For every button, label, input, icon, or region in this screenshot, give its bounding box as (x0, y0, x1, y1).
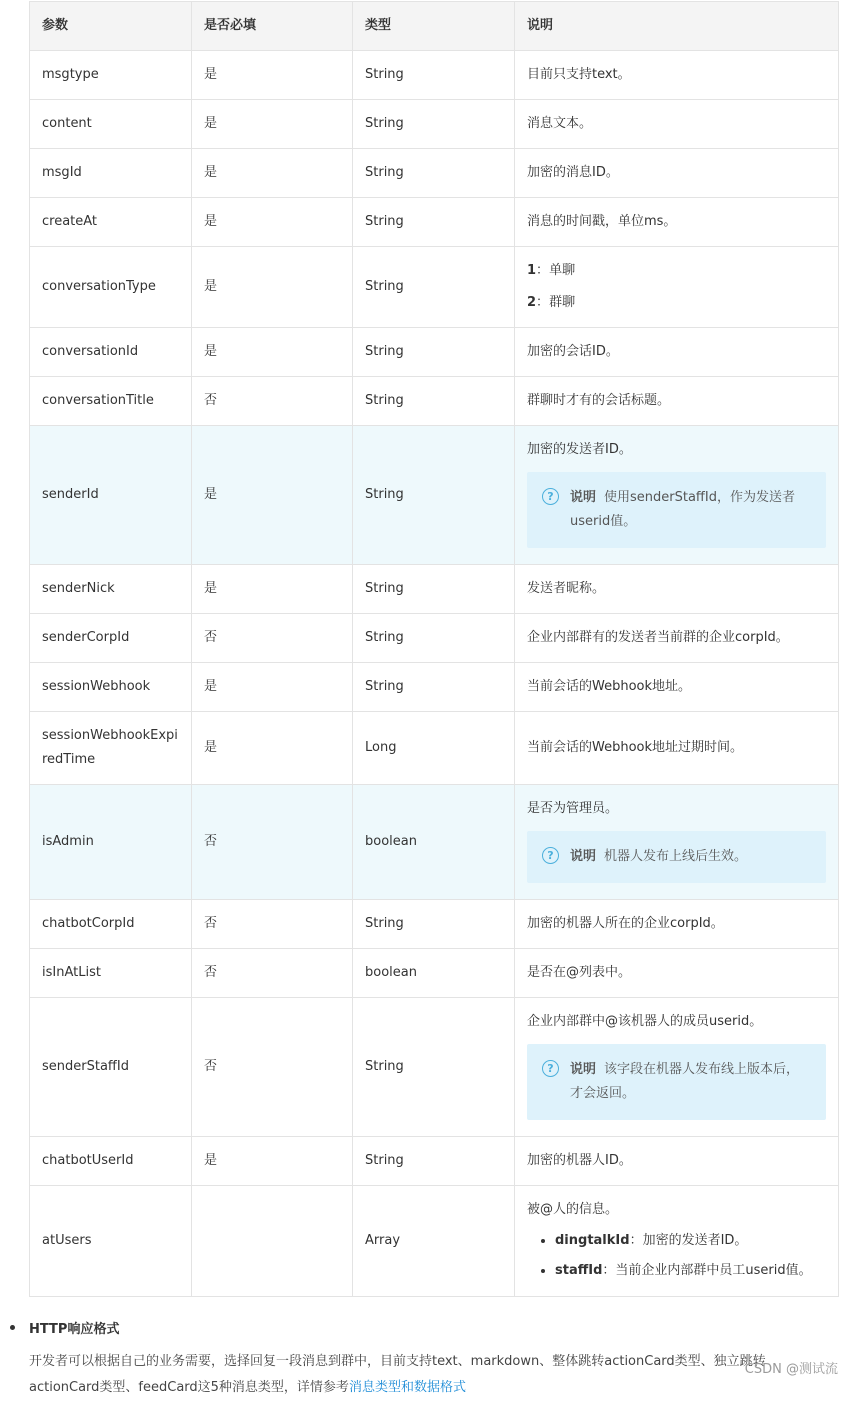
cell-param: msgtype (30, 51, 192, 100)
cell-param: chatbotCorpId (30, 900, 192, 949)
cell-required: 是 (192, 565, 353, 614)
header-param: 参数 (30, 2, 192, 51)
cell-required: 是 (192, 1137, 353, 1186)
message-types-link[interactable]: 消息类型和数据格式 (348, 1380, 466, 1395)
cell-desc (515, 998, 839, 1137)
desc-text: 加密的发送者ID。 (527, 442, 632, 457)
cell-type: String (353, 377, 515, 426)
cell-type: Long (353, 712, 515, 785)
header-desc: 说明 (515, 2, 839, 51)
cell-desc: 当前会话的Webhook地址过期时间。 (515, 712, 839, 785)
table-row (30, 565, 839, 614)
cell-desc (515, 247, 839, 328)
cell-param: conversationTitle (30, 377, 192, 426)
table-row (30, 100, 839, 149)
table-row (30, 1137, 839, 1186)
note-box (527, 1044, 826, 1120)
cell-param: isInAtList (30, 949, 192, 998)
table-row (30, 663, 839, 712)
section-heading (10, 1318, 830, 1337)
cell-required: 是 (192, 328, 353, 377)
list-item: 2：群聊 (527, 295, 576, 310)
cell-required: 是 (192, 712, 353, 785)
table-row (30, 51, 839, 100)
cell-type: String (353, 328, 515, 377)
cell-param: chatbotUserId (30, 1137, 192, 1186)
note-text: 使用senderStaffId，作为发送者userid值。 (570, 490, 795, 529)
sub-list (527, 1226, 826, 1286)
cell-required: 是 (192, 51, 353, 100)
note-label: 说明 (570, 490, 597, 505)
cell-required: 是 (192, 426, 353, 565)
cell-desc: 是否在@列表中。 (515, 949, 839, 998)
table-row (30, 998, 839, 1137)
cell-desc: 加密的消息ID。 (515, 149, 839, 198)
cell-param: conversationId (30, 328, 192, 377)
table-row (30, 785, 839, 900)
table-row (30, 1186, 839, 1297)
cell-param: createAt (30, 198, 192, 247)
cell-required: 是 (192, 663, 353, 712)
cell-type: String (353, 614, 515, 663)
cell-param: atUsers (30, 1186, 192, 1297)
cell-desc: 企业内部群有的发送者当前群的企业corpId。 (515, 614, 839, 663)
http-response-section (10, 1318, 830, 1401)
header-type: 类型 (353, 2, 515, 51)
params-table-wrapper (29, 1, 838, 1297)
cell-required: 否 (192, 998, 353, 1137)
bullet-icon (10, 1325, 15, 1330)
cell-param: conversationType (30, 247, 192, 328)
cell-required: 是 (192, 149, 353, 198)
note-text: 机器人发布上线后生效。 (604, 849, 748, 864)
cell-type: String (353, 247, 515, 328)
cell-desc: 加密的机器人ID。 (515, 1137, 839, 1186)
cell-type: String (353, 1137, 515, 1186)
cell-type: Array (353, 1186, 515, 1297)
cell-required: 是 (192, 100, 353, 149)
table-row (30, 426, 839, 565)
cell-type: boolean (353, 785, 515, 900)
table-row (30, 328, 839, 377)
note-label: 说明 (570, 849, 597, 864)
cell-desc (515, 785, 839, 900)
cell-desc: 消息文本。 (515, 100, 839, 149)
table-row (30, 900, 839, 949)
desc-text: 被@人的信息。 (527, 1202, 619, 1217)
cell-type: String (353, 998, 515, 1137)
table-row (30, 949, 839, 998)
note-label: 说明 (570, 1062, 597, 1077)
table-row (30, 149, 839, 198)
table-row (30, 247, 839, 328)
note-text: 该字段在机器人发布线上版本后，才会返回。 (570, 1062, 800, 1101)
cell-required: 是 (192, 247, 353, 328)
cell-type: String (353, 100, 515, 149)
cell-type: String (353, 198, 515, 247)
table-row (30, 377, 839, 426)
header-required: 是否必填 (192, 2, 353, 51)
watermark: CSDN @测试流 (744, 1362, 838, 1377)
cell-required: 是 (192, 198, 353, 247)
cell-type: boolean (353, 949, 515, 998)
cell-type: String (353, 565, 515, 614)
desc-text: 是否为管理员。 (527, 801, 619, 816)
table-header-row (30, 2, 839, 51)
cell-type: String (353, 426, 515, 565)
note-box (527, 831, 826, 883)
cell-param: senderCorpId (30, 614, 192, 663)
cell-param: senderStaffId (30, 998, 192, 1137)
cell-type: String (353, 149, 515, 198)
cell-type: String (353, 51, 515, 100)
cell-type: String (353, 663, 515, 712)
cell-param: senderId (30, 426, 192, 565)
cell-desc: 发送者昵称。 (515, 565, 839, 614)
table-row (30, 198, 839, 247)
cell-param: content (30, 100, 192, 149)
cell-required: 否 (192, 949, 353, 998)
cell-desc: 消息的时间戳，单位ms。 (515, 198, 839, 247)
cell-desc: 群聊时才有的会话标题。 (515, 377, 839, 426)
list-item: • staffId：当前企业内部群中员工userid值。 (555, 1256, 826, 1286)
cell-desc: 当前会话的Webhook地址。 (515, 663, 839, 712)
question-icon: ? (542, 1060, 559, 1077)
cell-required: 否 (192, 377, 353, 426)
cell-required: 否 (192, 614, 353, 663)
question-icon: ? (542, 488, 559, 505)
cell-desc: 目前只支持text。 (515, 51, 839, 100)
cell-required: 否 (192, 785, 353, 900)
list-item: 1：单聊 (527, 263, 576, 278)
cell-param: sessionWebhook (30, 663, 192, 712)
cell-desc (515, 1186, 839, 1297)
list-item: • dingtalkId：加密的发送者ID。 (555, 1226, 826, 1256)
desc-text: 企业内部群中@该机器人的成员userid。 (527, 1014, 763, 1029)
table-row (30, 712, 839, 785)
cell-desc (515, 426, 839, 565)
params-table (29, 1, 839, 1297)
note-box (527, 472, 826, 548)
question-icon: ? (542, 847, 559, 864)
cell-required: 否 (192, 900, 353, 949)
cell-desc: 加密的机器人所在的企业corpId。 (515, 900, 839, 949)
cell-required (192, 1186, 353, 1297)
cell-type: String (353, 900, 515, 949)
cell-param: senderNick (30, 565, 192, 614)
section-body: 开发者可以根据自己的业务需要，选择回复一段消息到群中，目前支持text、markdown、整体跳转actionCard类型、独立跳转actionCard类型、feedCard这5种消息类型，详情参考消息类型和数据格式 (29, 1354, 766, 1395)
section-title: HTTP响应格式 (29, 1322, 120, 1337)
table-row (30, 614, 839, 663)
cell-param: sessionWebhookExpiredTime (30, 712, 192, 785)
cell-param: isAdmin (30, 785, 192, 900)
cell-desc: 加密的会话ID。 (515, 328, 839, 377)
cell-param: msgId (30, 149, 192, 198)
